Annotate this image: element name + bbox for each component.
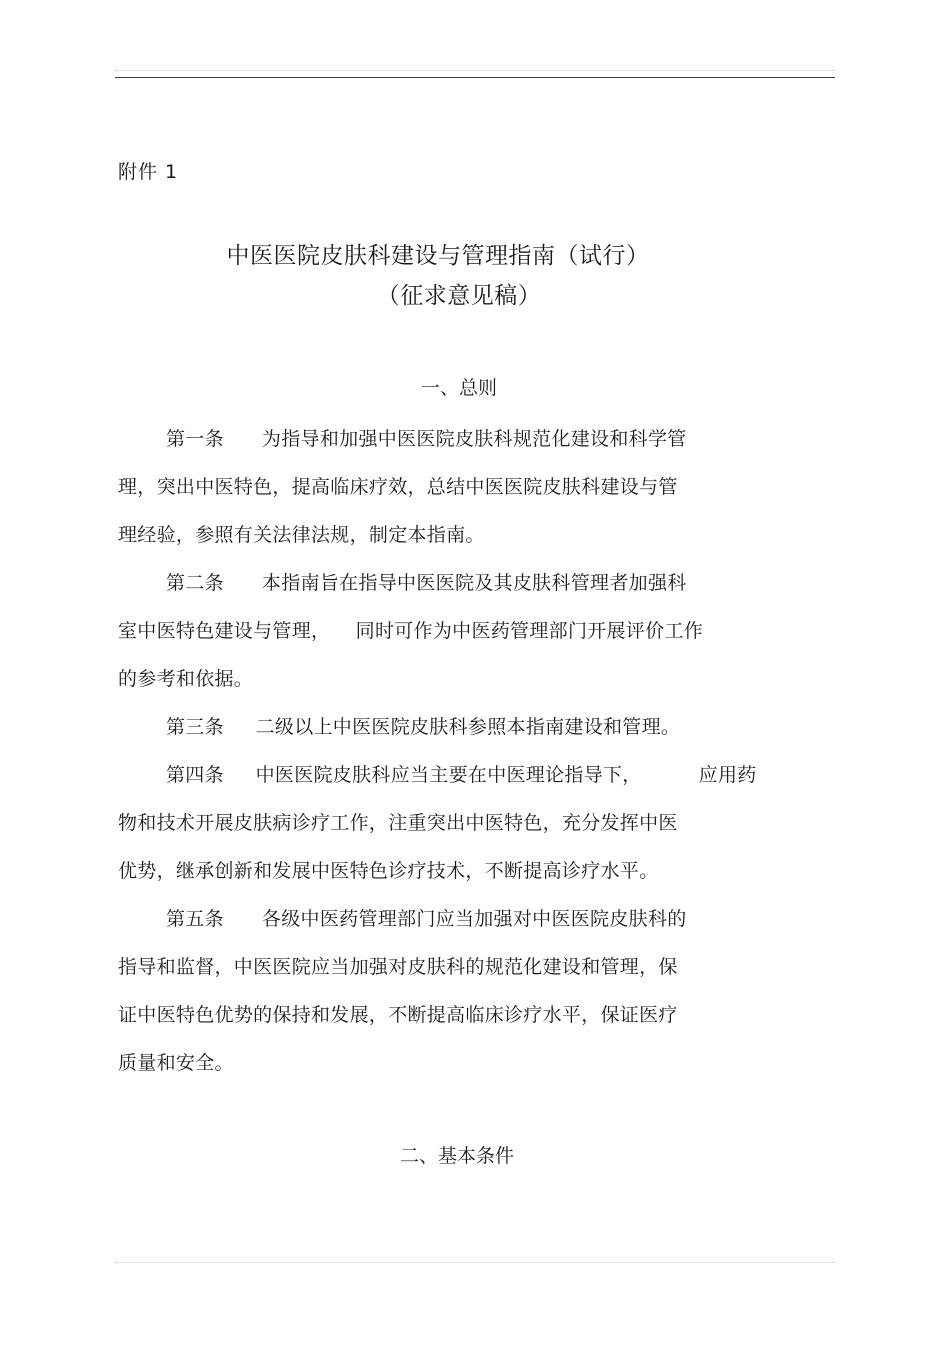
- attachment-label: 附件 1: [118, 161, 179, 183]
- article-4-line-2: 物和技术开展皮肤病诊疗工作，注重突出中医特色，充分发挥中医: [118, 812, 678, 834]
- article-4-line-1: 第四条 中医医院皮肤科应当主要在中医理论指导下， 应用药: [166, 764, 757, 786]
- header-rule-faint: [115, 70, 835, 72]
- footer-rule: [115, 1262, 835, 1264]
- article-2-line-2: 室中医特色建设与管理， 同时可作为中医药管理部门开展评价工作: [118, 620, 704, 642]
- article-3-line-1: 第三条 二级以上中医医院皮肤科参照本指南建设和管理。: [166, 716, 681, 738]
- article-1-line-3: 理经验，参照有关法律法规，制定本指南。: [118, 524, 485, 546]
- header-rule: [115, 70, 835, 80]
- section-heading-basic-conditions: 二、基本条件: [399, 1145, 514, 1167]
- article-5-line-3: 证中医特色优势的保持和发展，不断提高临床诊疗水平，保证医疗: [118, 1004, 678, 1026]
- article-2-line-3: 的参考和依据。: [118, 668, 254, 690]
- article-5-line-1: 第五条 各级中医药管理部门应当加强对中医医院皮肤科的: [166, 908, 687, 930]
- article-4-line-3: 优势，继承创新和发展中医特色诊疗技术，不断提高诊疗水平。: [118, 860, 659, 882]
- header-rule-solid: [115, 77, 835, 78]
- article-2-line-1: 第二条 本指南旨在指导中医医院及其皮肤科管理者加强科: [166, 572, 687, 594]
- article-1-line-2: 理，突出中医特色，提高临床疗效，总结中医医院皮肤科建设与管: [118, 476, 678, 498]
- article-5-line-4: 质量和安全。: [118, 1052, 234, 1074]
- article-5-line-2: 指导和监督，中医医院应当加强对皮肤科的规范化建设和管理，保: [118, 956, 678, 978]
- document-subtitle: （征求意见稿）: [376, 283, 542, 309]
- article-1-line-1: 第一条 为指导和加强中医医院皮肤科规范化建设和科学管: [166, 428, 687, 450]
- document-title: 中医医院皮肤科建设与管理指南（试行）: [226, 243, 650, 269]
- section-heading-general: 一、总则: [420, 377, 497, 399]
